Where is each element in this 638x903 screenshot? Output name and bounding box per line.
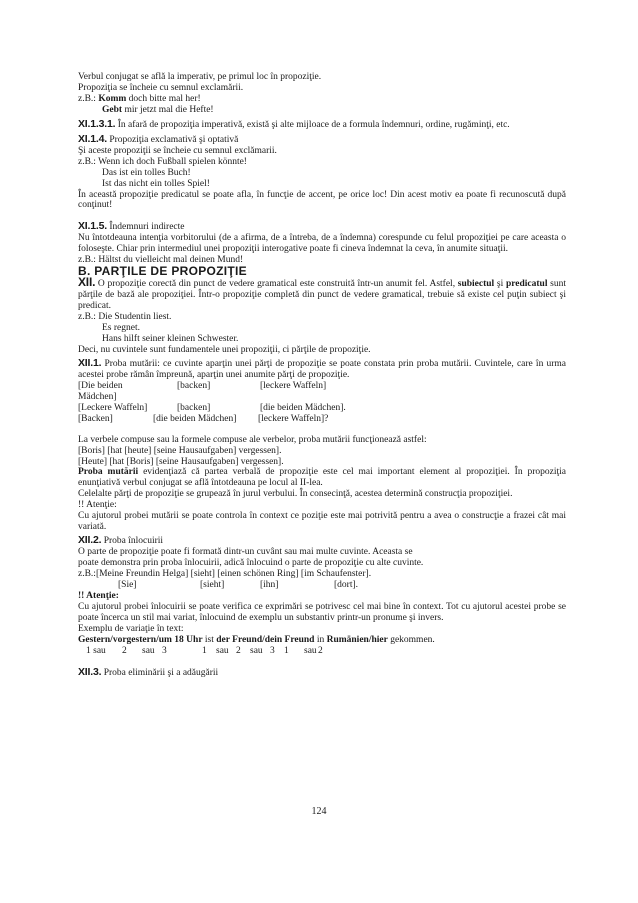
heading-text: Îndemnuri indirecte: [106, 222, 185, 233]
example-line: z.B.: Wenn ich doch Fußball spielen könnte!: [78, 156, 247, 167]
note-label: !! Atenţie:: [78, 500, 117, 511]
example-line: [Boris] [hat [heute] [seine Hausaufgaben] vergessen].: [78, 445, 282, 456]
number-cell: 1: [284, 645, 289, 656]
example-line: [78, 94, 566, 105]
example-text: mir jetzt mal die Hefte!: [122, 104, 214, 115]
heading-number: XI.1.3.1.: [78, 117, 116, 130]
example-line: Hans hilft seiner kleinen Schwester.: [102, 333, 239, 344]
heading-text: şi: [494, 279, 506, 290]
heading-xii-1: [78, 358, 566, 381]
text-line: O parte de propoziţie poate fi formată dintr-un cuvânt sau mai multe cuvinte. Aceasta se: [78, 547, 413, 558]
heading-number: XII.: [78, 275, 96, 290]
text-line: Exemplu de variaţie în text:: [78, 623, 184, 634]
example-line: z.B.: Die Studentin liest.: [78, 312, 172, 323]
phrase-cell: [leckere Waffeln]?: [258, 413, 329, 424]
example-text: doch bitte mal her!: [126, 93, 201, 104]
phrase-cell: [die beiden Mädchen].: [260, 402, 346, 413]
section-title: B. PARŢILE DE PROPOZIŢIE: [78, 264, 247, 279]
phrase-cell: [sieht]: [200, 579, 225, 590]
example-row: [78, 403, 566, 414]
bold-word: Gebt: [102, 104, 123, 115]
number-cell: sau: [216, 645, 229, 656]
heading-text: O propoziţie corectă din punct de vedere gramatical este construită într-un anumit fel. Astfel,: [95, 279, 458, 290]
text-line: poate demonstra prin proba înlocuirii, adică înlocuind o parte de propoziţie cu alte cuvinte.: [78, 558, 424, 569]
number-cell: 2: [122, 645, 127, 656]
bold-word: predicatul: [505, 279, 548, 290]
example-text: ist: [202, 634, 217, 645]
heading-xi-1-3-1: [78, 119, 566, 131]
heading-number: XI.1.4.: [78, 132, 107, 145]
bold-word: Komm: [98, 93, 127, 104]
example-prefix: z.B.:: [78, 93, 99, 104]
phrase-cell: [backen]: [177, 380, 211, 391]
phrase-cell: [dort].: [334, 579, 359, 590]
example-row: [78, 414, 566, 425]
bold-word: Rumänien/hier: [326, 634, 388, 645]
example-line: z.B.:[Meine Freundin Helga] [sieht] [einen schönen Ring] [im Schaufenster].: [78, 569, 372, 580]
phrase-cell: [Sie]: [118, 579, 137, 590]
paragraph: Celelalte părţi de propoziţie se grupează în jurul verbului. În consecinţă, acestea determină construcţia propoziţiei.: [78, 489, 513, 500]
number-cell: 1 sau: [86, 645, 106, 656]
heading-number: XII.1.: [78, 356, 102, 369]
example-row: [78, 381, 566, 403]
example-line: [Heute] [hat [Boris] [seine Hausaufgaben] vergessen].: [78, 456, 284, 467]
heading-text: Proba eliminării şi a adăugării: [101, 667, 219, 678]
paragraph: Cu ajutorul probei mutării se poate controla în context ce poziţie este mai potrivită pentru a avea o construcţie a frazei cât mai variată.: [78, 511, 566, 533]
document-page: [78, 72, 566, 679]
example-line: [78, 635, 566, 646]
bold-word: der Freund/dein Freund: [216, 634, 315, 645]
heading-number: XII.2.: [78, 534, 102, 547]
example-line: Ist das nicht ein tolles Spiel!: [102, 178, 210, 189]
heading-number: XII.3.: [78, 665, 102, 678]
heading-text: sunt părţile de bază ale propoziţiei. Într-o propoziţie completă din punct de vedere gramatical, trebuie să existe cel puţin subiect şi predicat.: [78, 279, 566, 312]
example-text: gekommen.: [387, 634, 435, 645]
note-label: !! Atenţie:: [78, 590, 119, 601]
paragraph: Cu ajutorul probei înlocuirii se poate verifica ce exprimări se potrivesc cel mai bine în context. Tot cu ajutorul acestei probe se poate încerca un stil mai variat, înlocuind de exemplu un substantiv printr-un pronume şi invers.: [78, 601, 566, 623]
phrase-cell: [ihn]: [260, 579, 279, 590]
paragraph: [78, 467, 566, 489]
heading-text: Proba mutării: ce cuvinte aparţin unei părţi de propoziţie se poate constata prin proba mutării. Cuvintele, care în urma acestei probe rămân împreună, aparţin unei anumite părţi de propoziţie.: [78, 358, 566, 380]
heading-xii-2: [78, 535, 566, 547]
heading-xi-1-5: [78, 221, 566, 233]
number-cell: sau: [142, 645, 155, 656]
phrase-cell: [Backen]: [78, 413, 113, 424]
number-cell: sau: [304, 645, 317, 656]
bold-word: Gestern/vorgestern/um 18 Uhr: [78, 634, 203, 645]
heading-text: În afară de propoziţia imperativă, există şi alte mijloace de a formula îndemnuri, ordine, rugăminţi, etc.: [115, 119, 510, 130]
variation-numbers: [78, 646, 566, 657]
example-line: Das ist ein tolles Buch!: [102, 167, 191, 178]
heading-xi-1-4: [78, 134, 566, 146]
number-cell: 3: [162, 645, 167, 656]
bold-word: subiectul: [457, 279, 495, 290]
number-cell: sau: [250, 645, 263, 656]
phrase-cell: [leckere Waffeln]: [260, 380, 327, 391]
number-cell: 2: [236, 645, 241, 656]
text-line: Propoziţia se încheie cu semnul exclamării.: [78, 82, 244, 93]
heading-text: Proba înlocuirii: [101, 536, 164, 547]
example-line: Es regnet.: [102, 323, 140, 334]
phrase-cell: [backen]: [177, 402, 211, 413]
text-line: Deci, nu cuvintele sunt fundamentele unei propoziţii, ci părţile de propoziţie.: [78, 344, 371, 355]
number-cell: 1: [202, 645, 207, 656]
phrase-cell: [Die beiden Mädchen]: [78, 380, 123, 402]
example-line: [78, 105, 566, 116]
number-cell: 3: [270, 645, 275, 656]
paragraph: În această propoziţie predicatul se poate afla, în funcţie de accent, pe orice loc! Din acest motiv ea poate fi recunoscută după conţinut!: [78, 189, 566, 211]
paragraph-text: evidenţiază că partea verbală de propoziţie este cel mai important element al propoziţiei. În propoziţia enunţiativă verbul conjugat se află întotdeauna pe locul al II-lea.: [78, 467, 566, 489]
heading-number: XI.1.5.: [78, 220, 107, 233]
phrase-cell: [die beiden Mädchen]: [153, 413, 237, 424]
paragraph: Nu întotdeauna intenţia vorbitorului (de a afirma, de a întreba, de a îndemna) corespunde cu felul propoziţiei pe care aceasta o foloseşte. Chiar prin intermediul unei propoziţii interogative poate fi cineva îndemnat la ceva, în anumite situaţii.: [78, 233, 566, 255]
text-line: Şi aceste propoziţii se încheie cu semnul exclămarii.: [78, 145, 277, 156]
substitution-row: [78, 580, 566, 591]
text-line: La verbele compuse sau la formele compuse ale verbelor, proba mutării funcţionează astfel:: [78, 434, 427, 445]
heading-xii: [78, 277, 566, 312]
phrase-cell: [Leckere Waffeln]: [78, 402, 148, 413]
heading-text: Propoziţia exclamativă şi optativă: [106, 134, 239, 145]
example-line: z.B.: Hältst du vielleicht mal deinen Mund!: [78, 255, 244, 266]
page-number: 124: [311, 806, 327, 817]
number-cell: 2: [318, 645, 323, 656]
example-text: in: [314, 634, 327, 645]
bold-word: Proba mutării: [78, 467, 139, 478]
heading-xii-3: [78, 667, 566, 679]
text-line: Verbul conjugat se află la imperativ, pe primul loc în propoziţie.: [78, 72, 322, 82]
